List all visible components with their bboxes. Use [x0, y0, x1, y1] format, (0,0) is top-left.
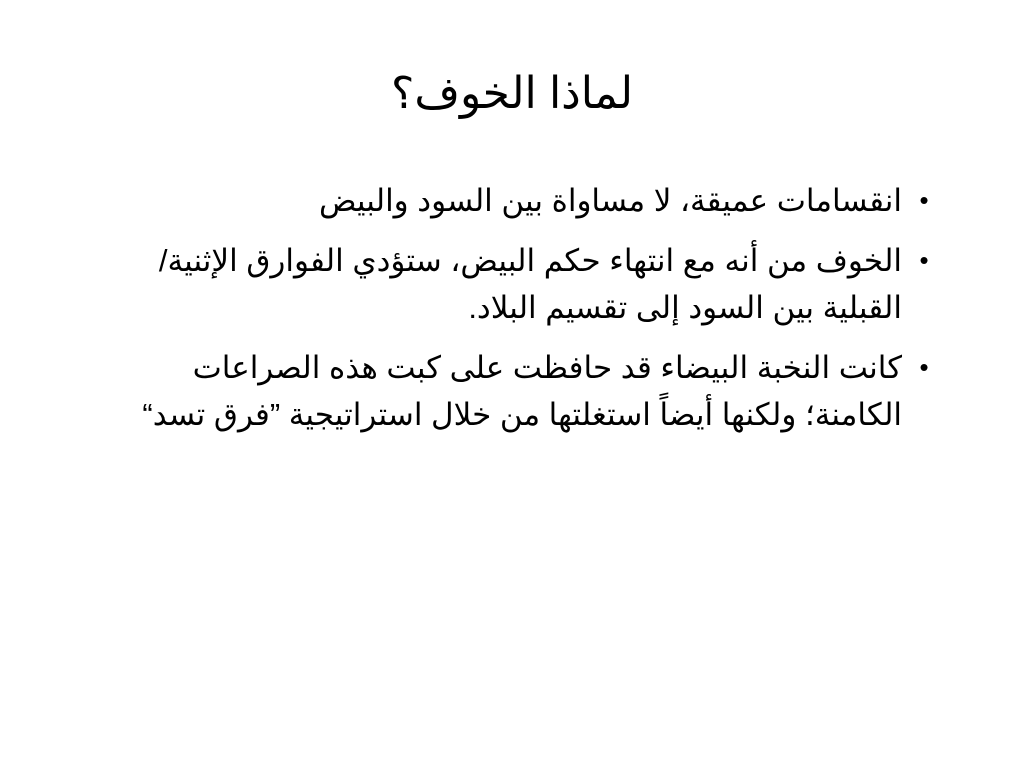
bullet-text: كانت النخبة البيضاء قد حافظت على كبت هذه الصراعات الكامنة؛ ولكنها أيضاً استغلتها من خلال استراتيجية ”فرق تسد“ — [142, 350, 902, 432]
bullet-text: الخوف من أنه مع انتهاء حكم البيض، ستؤدي الفوارق الإثنية/القبلية بين السود إلى تقسيم البلاد. — [158, 243, 902, 325]
bullet-text: انقسامات عميقة، لا مساواة بين السود والبيض — [318, 183, 902, 218]
bullet-dot-icon: • — [919, 245, 929, 275]
bullet-dot-icon: • — [919, 185, 929, 215]
slide-title: لماذا الخوف؟ — [390, 69, 634, 118]
bullet-item — [88, 177, 936, 224]
bullet-item — [88, 237, 936, 331]
bullet-list — [88, 177, 936, 451]
bullet-dot-icon: • — [919, 352, 929, 382]
bullet-item — [88, 344, 936, 438]
